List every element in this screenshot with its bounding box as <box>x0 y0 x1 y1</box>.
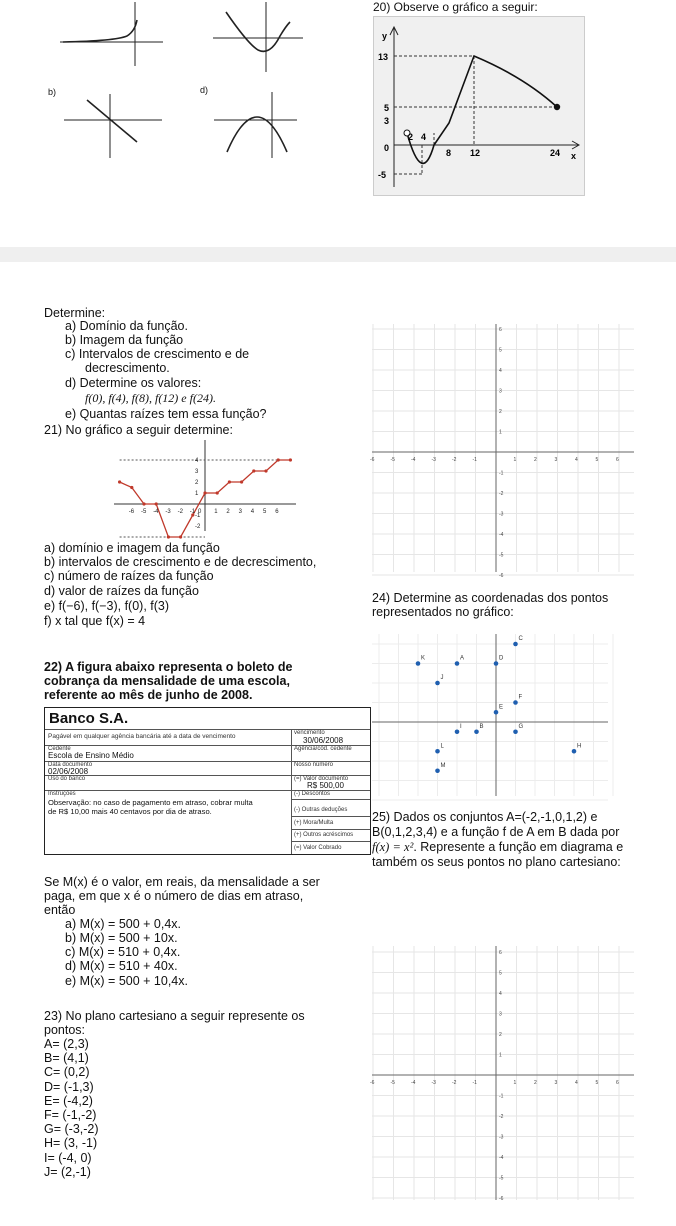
q24-point <box>435 749 440 754</box>
q24-point <box>455 661 460 666</box>
q21-item-d: d) valor de raízes da função <box>44 584 199 598</box>
boleto-bank: Banco S.A. <box>49 710 129 727</box>
q20-graph-y-label: y <box>382 31 388 41</box>
q23-title-2: pontos: <box>44 1023 86 1037</box>
q24-point <box>435 768 440 773</box>
q24-point-label: L <box>440 743 444 750</box>
q21-data-point <box>252 469 255 472</box>
grid-tick-label-x: -4 <box>411 457 416 463</box>
boleto-doc-date-label: Data documento <box>48 762 93 768</box>
q20-graph-tick-8: 8 <box>446 148 452 158</box>
boleto-doc-date-value: 02/06/2008 <box>48 767 89 776</box>
q24-point-label: A <box>460 655 465 662</box>
q25-formula: f(x) = x² <box>372 840 414 854</box>
grid-tick-label-y: 5 <box>499 347 502 354</box>
boleto-doc-value-label: (=) Valor documento <box>294 776 349 782</box>
q21-tick-label-x: 2 <box>226 509 230 515</box>
q24-point <box>474 729 479 734</box>
q21-tick-label-y: 4 <box>195 458 199 464</box>
q20-item-d: d) Determine os valores: <box>65 376 202 390</box>
grid-tick-label-x: 6 <box>616 457 619 463</box>
option-b-label: b) <box>48 87 57 97</box>
boleto-agency-label: Agência/cód. cedente <box>294 746 352 752</box>
q21-tick-label-origin: 0 <box>198 509 202 515</box>
option-d-label: d) <box>200 85 209 95</box>
q24-point-label: F <box>518 694 523 701</box>
q22-option-d: d) M(x) = 510 + 40x. <box>65 959 178 973</box>
q21-title: 21) No gráfico a seguir determine: <box>44 423 233 437</box>
q20-graph-x-label: x <box>571 151 577 161</box>
q24-point-label: I <box>460 723 462 730</box>
q24-point <box>494 661 499 666</box>
q21-data-point <box>277 458 280 461</box>
grid-tick-label-y: -4 <box>499 1155 504 1161</box>
grid-tick-label-x: -6 <box>370 457 375 463</box>
q24-point-label: B <box>479 723 484 730</box>
q20-graph-tick-5: 5 <box>384 103 390 113</box>
option-graph-d <box>212 90 302 162</box>
q20-title: 20) Observe o gráfico a seguir: <box>373 0 538 14</box>
q21-tick-label-y: -2 <box>195 524 201 530</box>
boleto-instructions-text-2: de R$ 10,00 mais 40 centavos por dia de atraso. <box>48 807 212 816</box>
q25-line-3-rest: . Represente a função em diagrama e <box>413 840 624 854</box>
q21-data-point <box>240 480 243 483</box>
grid-tick-label-y: 1 <box>499 429 502 436</box>
q21-tick-label-y: 2 <box>195 480 199 486</box>
grid-tick-label-y: -6 <box>499 573 504 579</box>
boleto-charged: (=) Valor Cobrado <box>294 845 342 851</box>
q23-point-B: B= (4,1) <box>44 1051 89 1066</box>
grid-tick-label-y: 4 <box>499 368 502 374</box>
q24-point-label: G <box>518 723 524 730</box>
grid-tick-label-x: -5 <box>390 457 395 463</box>
boleto-due-label: vencimento <box>294 730 325 736</box>
q21-tick-label-x: -2 <box>177 509 183 515</box>
q23-point-I: I= (-4, 0) <box>44 1150 92 1165</box>
q25-line-3 <box>372 841 623 855</box>
q20-graph-tick-m5: -5 <box>378 170 387 180</box>
option-graph-c <box>208 0 308 75</box>
boleto-other-additions: (+) Outros acréscimos <box>294 832 354 838</box>
boleto-fine: (+) Mora/Multa <box>294 820 334 826</box>
q21-data-point <box>179 535 182 538</box>
boleto-cedente-value: Escola de Ensino Médio <box>48 751 134 760</box>
grid-tick-label-y: -3 <box>499 1134 504 1141</box>
q21-tick-label-x: 1 <box>214 509 218 515</box>
grid-tick-label-x: 4 <box>575 457 578 463</box>
q21-item-a: a) domínio e imagem da função <box>44 541 220 555</box>
q20-graph-tick-2: 2 <box>408 132 414 142</box>
q21-tick-label-x: 3 <box>238 509 242 515</box>
grid-tick-label-y: -3 <box>499 511 504 518</box>
q22-title-2: cobrança da mensalidade de uma escola, <box>44 674 290 688</box>
q24-point <box>435 681 440 686</box>
grid-tick-label-y: -5 <box>499 552 504 559</box>
q21-data-point <box>289 458 292 461</box>
q21-tick-label-x: -4 <box>153 509 159 515</box>
q20-graph-tick-24: 24 <box>550 148 561 158</box>
q20-item-d-values: f(0), f(4), f(8), f(12) e f(24). <box>85 391 216 405</box>
q20-item-a: a) Domínio da função. <box>65 319 188 333</box>
q21-tick-label-y: 1 <box>195 491 199 497</box>
q24-point <box>455 729 460 734</box>
empty-grid-1 <box>370 324 634 579</box>
q20-graph-tick-12: 12 <box>470 148 481 158</box>
q22-option-e: e) M(x) = 500 + 10,4x. <box>65 974 188 988</box>
q22-question-3: então <box>44 903 76 917</box>
q24-point-label: M <box>440 762 446 769</box>
q21-tick-label-x: -3 <box>165 509 171 515</box>
q25-line-2: B(0,1,2,3,4) e a função f de A em B dada por <box>372 825 620 839</box>
grid-tick-label-x: -3 <box>431 1080 436 1086</box>
q22-title-1: 22) A figura abaixo representa o boleto de <box>44 660 293 674</box>
q23-point-F: F= (-1,-2) <box>44 1107 97 1122</box>
grid-tick-label-y: 1 <box>499 1052 502 1059</box>
grid-tick-label-x: 5 <box>595 1080 599 1086</box>
q21-data-point <box>228 480 231 483</box>
q22-option-a: a) M(x) = 500 + 0,4x. <box>65 917 182 931</box>
q23-point-A: A= (2,3) <box>44 1037 89 1051</box>
boleto-doc-value: R$ 500,00 <box>307 781 344 790</box>
grid-tick-label-y: -6 <box>499 1196 504 1202</box>
q24-point-label: H <box>577 743 582 750</box>
boleto-discounts: (-) Descontos <box>294 791 331 797</box>
grid-tick-label-y: 2 <box>499 409 502 415</box>
q23-point-D: D= (-1,3) <box>44 1079 94 1094</box>
grid-tick-label-x: 2 <box>534 1080 537 1086</box>
q24-point <box>513 700 518 705</box>
q21-item-b: b) intervalos de crescimento e de decrescimento, <box>44 555 317 569</box>
q24-graph <box>372 634 608 796</box>
q24-point-label: K <box>421 655 426 662</box>
grid-tick-label-x: 6 <box>616 1080 619 1086</box>
q21-tick-label-x: -1 <box>189 509 196 515</box>
q25-line-1: 25) Dados os conjuntos A=(-2,-1,0,1,2) e <box>372 810 598 824</box>
boleto-our-number-label: Nosso número <box>294 762 334 768</box>
q24-point-label: E <box>499 704 504 711</box>
boleto-payable: Pagável em qualquer agência bancária até a data de vencimento <box>48 733 236 740</box>
grid-tick-label-y: -2 <box>499 1114 504 1120</box>
grid-tick-label-x: -2 <box>452 457 457 463</box>
grid-tick-label-x: -1 <box>472 1080 477 1086</box>
q21-data-point <box>155 502 158 505</box>
q24-point-label: D <box>499 655 504 662</box>
q23-points-list <box>44 1038 99 1180</box>
grid-tick-label-x: 4 <box>575 1080 578 1086</box>
grid-tick-label-y: -5 <box>499 1175 504 1182</box>
q24-point-label: J <box>440 675 444 681</box>
q20-graph-tick-3: 3 <box>384 116 390 126</box>
grid-tick-label-x: 2 <box>534 457 537 463</box>
q21-tick-label-x: 4 <box>250 509 255 515</box>
q24-point <box>416 661 421 666</box>
grid-tick-label-x: -5 <box>390 1080 395 1086</box>
grid-tick-label-y: 4 <box>499 991 502 997</box>
grid-tick-label-y: -1 <box>499 1093 504 1100</box>
q21-tick-label-y: -1 <box>195 513 201 519</box>
boleto-due-value: 30/06/2008 <box>303 736 344 745</box>
q21-tick-label-x: 6 <box>275 509 279 515</box>
q24-title-1: 24) Determine as coordenadas dos pontos <box>372 591 609 605</box>
grid-tick-label-x: -4 <box>411 1080 416 1086</box>
grid-tick-label-x: 1 <box>513 1080 517 1086</box>
grid-tick-label-y: -2 <box>499 491 504 497</box>
grid-tick-label-y: -4 <box>499 532 504 538</box>
boleto-other-deductions: (-) Outras deduções <box>294 807 348 813</box>
q21-tick-label-x: -6 <box>128 509 135 515</box>
q20-graph <box>373 16 585 196</box>
q21-data-point <box>203 491 206 494</box>
q23-point-E: E= (-4,2) <box>44 1093 93 1108</box>
q25-line-4: também os seus pontos no plano cartesiano: <box>372 855 621 869</box>
q22-title-3: referente ao mês de junho de 2008. <box>44 688 253 702</box>
q21-item-c: c) número de raízes da função <box>44 569 214 583</box>
q23-point-J: J= (2,-1) <box>44 1164 91 1179</box>
grid-tick-label-x: 3 <box>554 457 558 463</box>
q21-item-e: e) f(−6), f(−3), f(0), f(3) <box>44 599 170 613</box>
q24-point <box>513 642 518 647</box>
grid-tick-label-y: 3 <box>499 388 502 395</box>
boleto <box>44 707 371 855</box>
grid-tick-label-y: 6 <box>499 327 502 333</box>
q21-data-point <box>142 502 145 505</box>
q21-item-f: f) x tal que f(x) = 4 <box>44 614 146 628</box>
grid-tick-label-x: 3 <box>554 1080 558 1086</box>
grid-tick-label-x: -2 <box>452 1080 457 1086</box>
q20-item-c-cont: decrescimento. <box>85 361 170 375</box>
q21-data-point <box>264 469 267 472</box>
q24-point <box>572 749 577 754</box>
q21-tick-label-x: 5 <box>263 509 267 515</box>
q21-tick-label-y: 3 <box>195 469 199 475</box>
q20-graph-tick-13: 13 <box>378 52 389 62</box>
q20-item-b: b) Imagem da função <box>65 333 184 347</box>
q20-item-e: e) Quantas raízes tem essa função? <box>65 407 267 421</box>
q21-data-point <box>167 535 170 538</box>
q24-title-2: representados no gráfico: <box>372 605 514 619</box>
q20-graph-origin: 0 <box>384 143 390 153</box>
grid-tick-label-x: 1 <box>513 457 517 463</box>
boleto-bank-use-label: Uso do banco <box>48 776 86 782</box>
q24-point-label: C <box>518 636 523 642</box>
grid-tick-label-x: -3 <box>431 457 436 463</box>
q22-option-c: c) M(x) = 510 + 0,4x. <box>65 945 181 959</box>
q23-point-G: G= (-3,-2) <box>44 1122 99 1137</box>
grid-tick-label-y: 5 <box>499 970 502 977</box>
q21-data-point <box>130 486 133 489</box>
q23-title-1: 23) No plano cartesiano a seguir represente os <box>44 1009 305 1023</box>
q21-chart <box>110 438 300 533</box>
option-graph-a <box>55 0 170 70</box>
boleto-instructions-label: Instruções <box>48 791 76 797</box>
boleto-cedente-label: Cedente <box>48 746 71 752</box>
q24-point <box>494 710 499 715</box>
empty-grid-2 <box>372 946 634 1200</box>
q21-data-point <box>216 491 219 494</box>
q23-point-H: H= (3, -1) <box>44 1136 98 1151</box>
grid-tick-label-x: 5 <box>595 457 599 463</box>
q24-point <box>513 729 518 734</box>
grid-tick-label-x: -1 <box>472 457 477 463</box>
q21-tick-label-x: -5 <box>141 509 147 515</box>
option-graph-b <box>62 92 167 162</box>
q20-graph-tick-4: 4 <box>421 132 427 142</box>
q21-data-point <box>118 480 121 483</box>
q22-question-2: paga, em que x é o número de dias em atraso, <box>44 889 304 903</box>
q22-option-b: b) M(x) = 500 + 10x. <box>65 931 178 945</box>
grid-tick-label-y: 3 <box>499 1011 502 1018</box>
boleto-instructions-text-1: Observação: no caso de pagamento em atraso, cobrar multa <box>48 798 253 807</box>
page-separator <box>0 247 676 262</box>
q20-item-c: c) Intervalos de crescimento e de <box>65 347 250 361</box>
q22-question-1: Se M(x) é o valor, em reais, da mensalidade a ser <box>44 875 320 889</box>
q23-point-C: C= (0,2) <box>44 1065 90 1080</box>
grid-tick-label-y: -1 <box>499 470 504 477</box>
q20-determine: Determine: <box>44 306 106 320</box>
grid-tick-label-y: 6 <box>499 950 502 956</box>
grid-tick-label-y: 2 <box>499 1032 502 1038</box>
grid-tick-label-x: -6 <box>370 1080 375 1086</box>
